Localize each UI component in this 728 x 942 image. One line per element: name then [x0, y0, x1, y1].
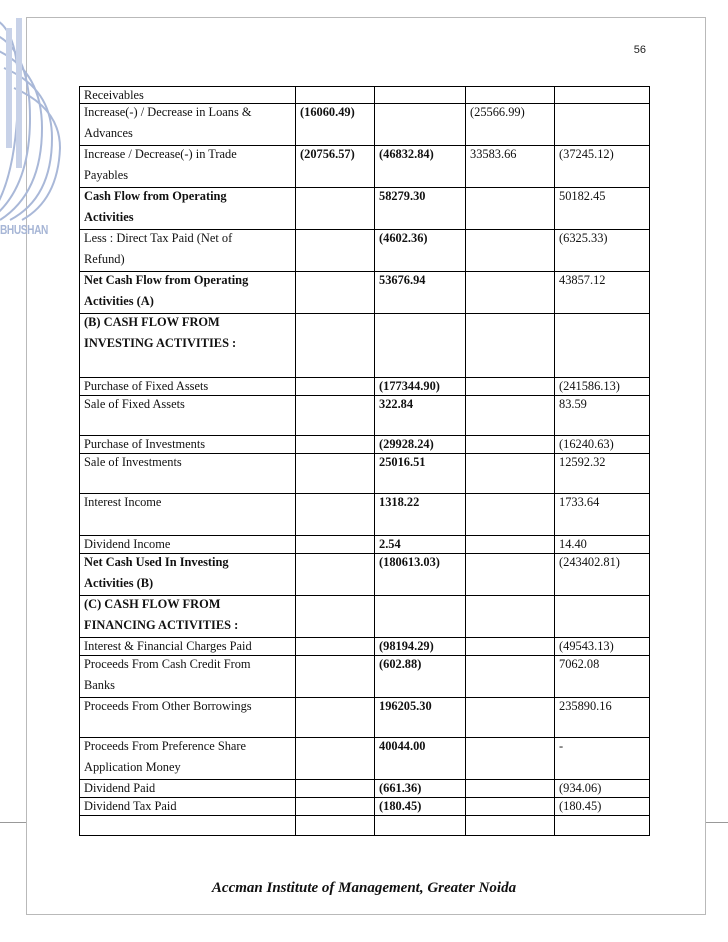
row-label: [80, 596, 296, 638]
row-label-line: Payables: [84, 168, 129, 182]
table-row: [80, 698, 650, 738]
value-cell-col4: (180.45): [555, 798, 650, 816]
row-label: [80, 638, 296, 656]
value-cell-col4: (934.06): [555, 780, 650, 798]
value-cell-col2: [375, 314, 466, 378]
value-cell-col4: (49543.13): [555, 638, 650, 656]
table-row: [80, 104, 650, 146]
value-cell-col4: [555, 104, 650, 146]
value-cell-col4: 83.59: [555, 396, 650, 436]
value-cell-col3: [466, 780, 555, 798]
value-cell-col3: [466, 272, 555, 314]
edge-line-left: [0, 822, 26, 823]
row-label-line: Activities (B): [84, 576, 154, 590]
value-cell-col1: [296, 656, 375, 698]
row-label-line: INVESTING ACTIVITIES :: [84, 336, 237, 350]
value-cell-col2: 1318.22: [375, 494, 466, 536]
value-cell-col3: [466, 396, 555, 436]
table-row: [80, 656, 650, 698]
value-cell-col3: [466, 554, 555, 596]
value-cell-col4: 7062.08: [555, 656, 650, 698]
value-cell-col2: 322.84: [375, 396, 466, 436]
footer-institute: Accman Institute of Management, Greater Noida: [211, 880, 517, 896]
value-cell-col2: (46832.84): [375, 146, 466, 188]
row-label-line: Advances: [84, 126, 133, 140]
value-cell-col3: (25566.99): [466, 104, 555, 146]
row-label-line: Purchase of Fixed Assets: [84, 379, 209, 393]
value-cell-col2: [375, 816, 466, 836]
row-label: [80, 494, 296, 536]
row-label-line: (B) CASH FLOW FROM: [84, 315, 220, 329]
row-label: [80, 798, 296, 816]
value-cell-col4: (243402.81): [555, 554, 650, 596]
table-row: [80, 230, 650, 272]
value-cell-col1: [296, 798, 375, 816]
row-label: [80, 272, 296, 314]
value-cell-col4: (37245.12): [555, 146, 650, 188]
logo-text: BHUSHAN: [0, 222, 48, 237]
value-cell-col3: [466, 596, 555, 638]
row-label-line: Net Cash Flow from Operating: [84, 273, 249, 287]
row-label-line: Increase(-) / Decrease in Loans &: [84, 105, 252, 119]
value-cell-col3: [466, 698, 555, 738]
value-cell-col2: (180613.03): [375, 554, 466, 596]
value-cell-col1: [296, 436, 375, 454]
bhushan-logo-icon: [0, 8, 66, 258]
value-cell-col1: [296, 314, 375, 378]
value-cell-col4: -: [555, 738, 650, 780]
row-label: [80, 87, 296, 104]
value-cell-col2: (177344.90): [375, 378, 466, 396]
value-cell-col2: (98194.29): [375, 638, 466, 656]
value-cell-col2: 58279.30: [375, 188, 466, 230]
value-cell-col3: [466, 638, 555, 656]
row-label-line: (C) CASH FLOW FROM: [84, 597, 221, 611]
value-cell-col4: 12592.32: [555, 454, 650, 494]
value-cell-col3: [466, 494, 555, 536]
table-row: [80, 638, 650, 656]
value-cell-col1: (20756.57): [296, 146, 375, 188]
value-cell-col2: 40044.00: [375, 738, 466, 780]
value-cell-col4: (16240.63): [555, 436, 650, 454]
row-label: [80, 378, 296, 396]
value-cell-col1: [296, 536, 375, 554]
row-label-line: Refund): [84, 252, 125, 266]
value-cell-col1: [296, 378, 375, 396]
value-cell-col2: (29928.24): [375, 436, 466, 454]
value-cell-col2: 2.54: [375, 536, 466, 554]
value-cell-col1: [296, 87, 375, 104]
value-cell-col4: [555, 87, 650, 104]
table-row: [80, 536, 650, 554]
value-cell-col4: [555, 314, 650, 378]
table-row: [80, 554, 650, 596]
row-label-line: Less : Direct Tax Paid (Net of: [84, 231, 233, 245]
value-cell-col1: [296, 188, 375, 230]
row-label-line: Dividend Paid: [84, 781, 156, 795]
table-row: [80, 780, 650, 798]
row-label-line: Interest Income: [84, 495, 162, 509]
row-label: [80, 314, 296, 378]
row-label-line: Sale of Investments: [84, 455, 182, 469]
value-cell-col3: [466, 798, 555, 816]
value-cell-col1: [296, 780, 375, 798]
value-cell-col1: [296, 638, 375, 656]
value-cell-col4: 50182.45: [555, 188, 650, 230]
value-cell-col1: (16060.49): [296, 104, 375, 146]
value-cell-col4: (6325.33): [555, 230, 650, 272]
value-cell-col2: (602.88): [375, 656, 466, 698]
value-cell-col2: (661.36): [375, 780, 466, 798]
row-label: [80, 536, 296, 554]
value-cell-col4: (241586.13): [555, 378, 650, 396]
row-label: [80, 396, 296, 436]
table-row: [80, 378, 650, 396]
row-label: [80, 554, 296, 596]
row-label-line: Sale of Fixed Assets: [84, 397, 185, 411]
row-label-line: Activities (A): [84, 294, 154, 308]
value-cell-col1: [296, 554, 375, 596]
row-label: [80, 230, 296, 272]
value-cell-col1: [296, 494, 375, 536]
value-cell-col3: [466, 436, 555, 454]
value-cell-col3: [466, 536, 555, 554]
value-cell-col3: [466, 738, 555, 780]
value-cell-col4: 235890.16: [555, 698, 650, 738]
table-row: [80, 87, 650, 104]
value-cell-col3: [466, 188, 555, 230]
row-label-line: Application Money: [84, 760, 181, 774]
value-cell-col3: [466, 87, 555, 104]
value-cell-col3: [466, 314, 555, 378]
value-cell-col2: (4602.36): [375, 230, 466, 272]
table-row: [80, 738, 650, 780]
table-row: [80, 494, 650, 536]
value-cell-col4: 14.40: [555, 536, 650, 554]
value-cell-col2: [375, 87, 466, 104]
row-label: [80, 656, 296, 698]
value-cell-col4: 43857.12: [555, 272, 650, 314]
value-cell-col1: [296, 230, 375, 272]
row-label-line: Receivables: [84, 88, 144, 102]
value-cell-col1: [296, 738, 375, 780]
row-label: [80, 738, 296, 780]
value-cell-col2: 25016.51: [375, 454, 466, 494]
row-label-line: Cash Flow from Operating: [84, 189, 227, 203]
value-cell-col2: 196205.30: [375, 698, 466, 738]
row-label-line: Banks: [84, 678, 115, 692]
value-cell-col2: [375, 104, 466, 146]
table-row: [80, 314, 650, 378]
value-cell-col1: [296, 596, 375, 638]
row-label: [80, 780, 296, 798]
row-label-line: Dividend Tax Paid: [84, 799, 177, 813]
table-row: [80, 454, 650, 494]
value-cell-col1: [296, 272, 375, 314]
page-number: 56: [633, 44, 646, 56]
value-cell-col2: (180.45): [375, 798, 466, 816]
row-label-line: FINANCING ACTIVITIES :: [84, 618, 239, 632]
row-label: [80, 146, 296, 188]
table-row: [80, 596, 650, 638]
edge-line-right: [706, 822, 728, 823]
table-row: [80, 272, 650, 314]
row-label: [80, 188, 296, 230]
value-cell-col3: [466, 230, 555, 272]
table-row: [80, 146, 650, 188]
value-cell-col3: [466, 816, 555, 836]
value-cell-col4: [555, 816, 650, 836]
row-label-line: Interest & Financial Charges Paid: [84, 639, 252, 653]
row-label: [80, 816, 296, 836]
cash-flow-table: [79, 86, 650, 836]
row-label-line: Activities: [84, 210, 134, 224]
row-label-line: Increase / Decrease(-) in Trade: [84, 147, 237, 161]
row-label-line: Dividend Income: [84, 537, 171, 551]
value-cell-col3: 33583.66: [466, 146, 555, 188]
value-cell-col2: [375, 596, 466, 638]
table-row: [80, 798, 650, 816]
value-cell-col4: 1733.64: [555, 494, 650, 536]
value-cell-col2: 53676.94: [375, 272, 466, 314]
row-label: [80, 436, 296, 454]
row-label-line: Proceeds From Cash Credit From: [84, 657, 251, 671]
value-cell-col3: [466, 454, 555, 494]
table-row: [80, 816, 650, 836]
row-label-line: Purchase of Investments: [84, 437, 206, 451]
table-row: [80, 188, 650, 230]
value-cell-col3: [466, 378, 555, 396]
table-row: [80, 436, 650, 454]
row-label-line: Proceeds From Preference Share: [84, 739, 247, 753]
row-label-line: Proceeds From Other Borrowings: [84, 699, 252, 713]
row-label: [80, 698, 296, 738]
value-cell-col3: [466, 656, 555, 698]
value-cell-col1: [296, 698, 375, 738]
value-cell-col1: [296, 454, 375, 494]
value-cell-col4: [555, 596, 650, 638]
row-label: [80, 454, 296, 494]
value-cell-col1: [296, 816, 375, 836]
value-cell-col1: [296, 396, 375, 436]
row-label: [80, 104, 296, 146]
table-row: [80, 396, 650, 436]
row-label-line: Net Cash Used In Investing: [84, 555, 229, 569]
